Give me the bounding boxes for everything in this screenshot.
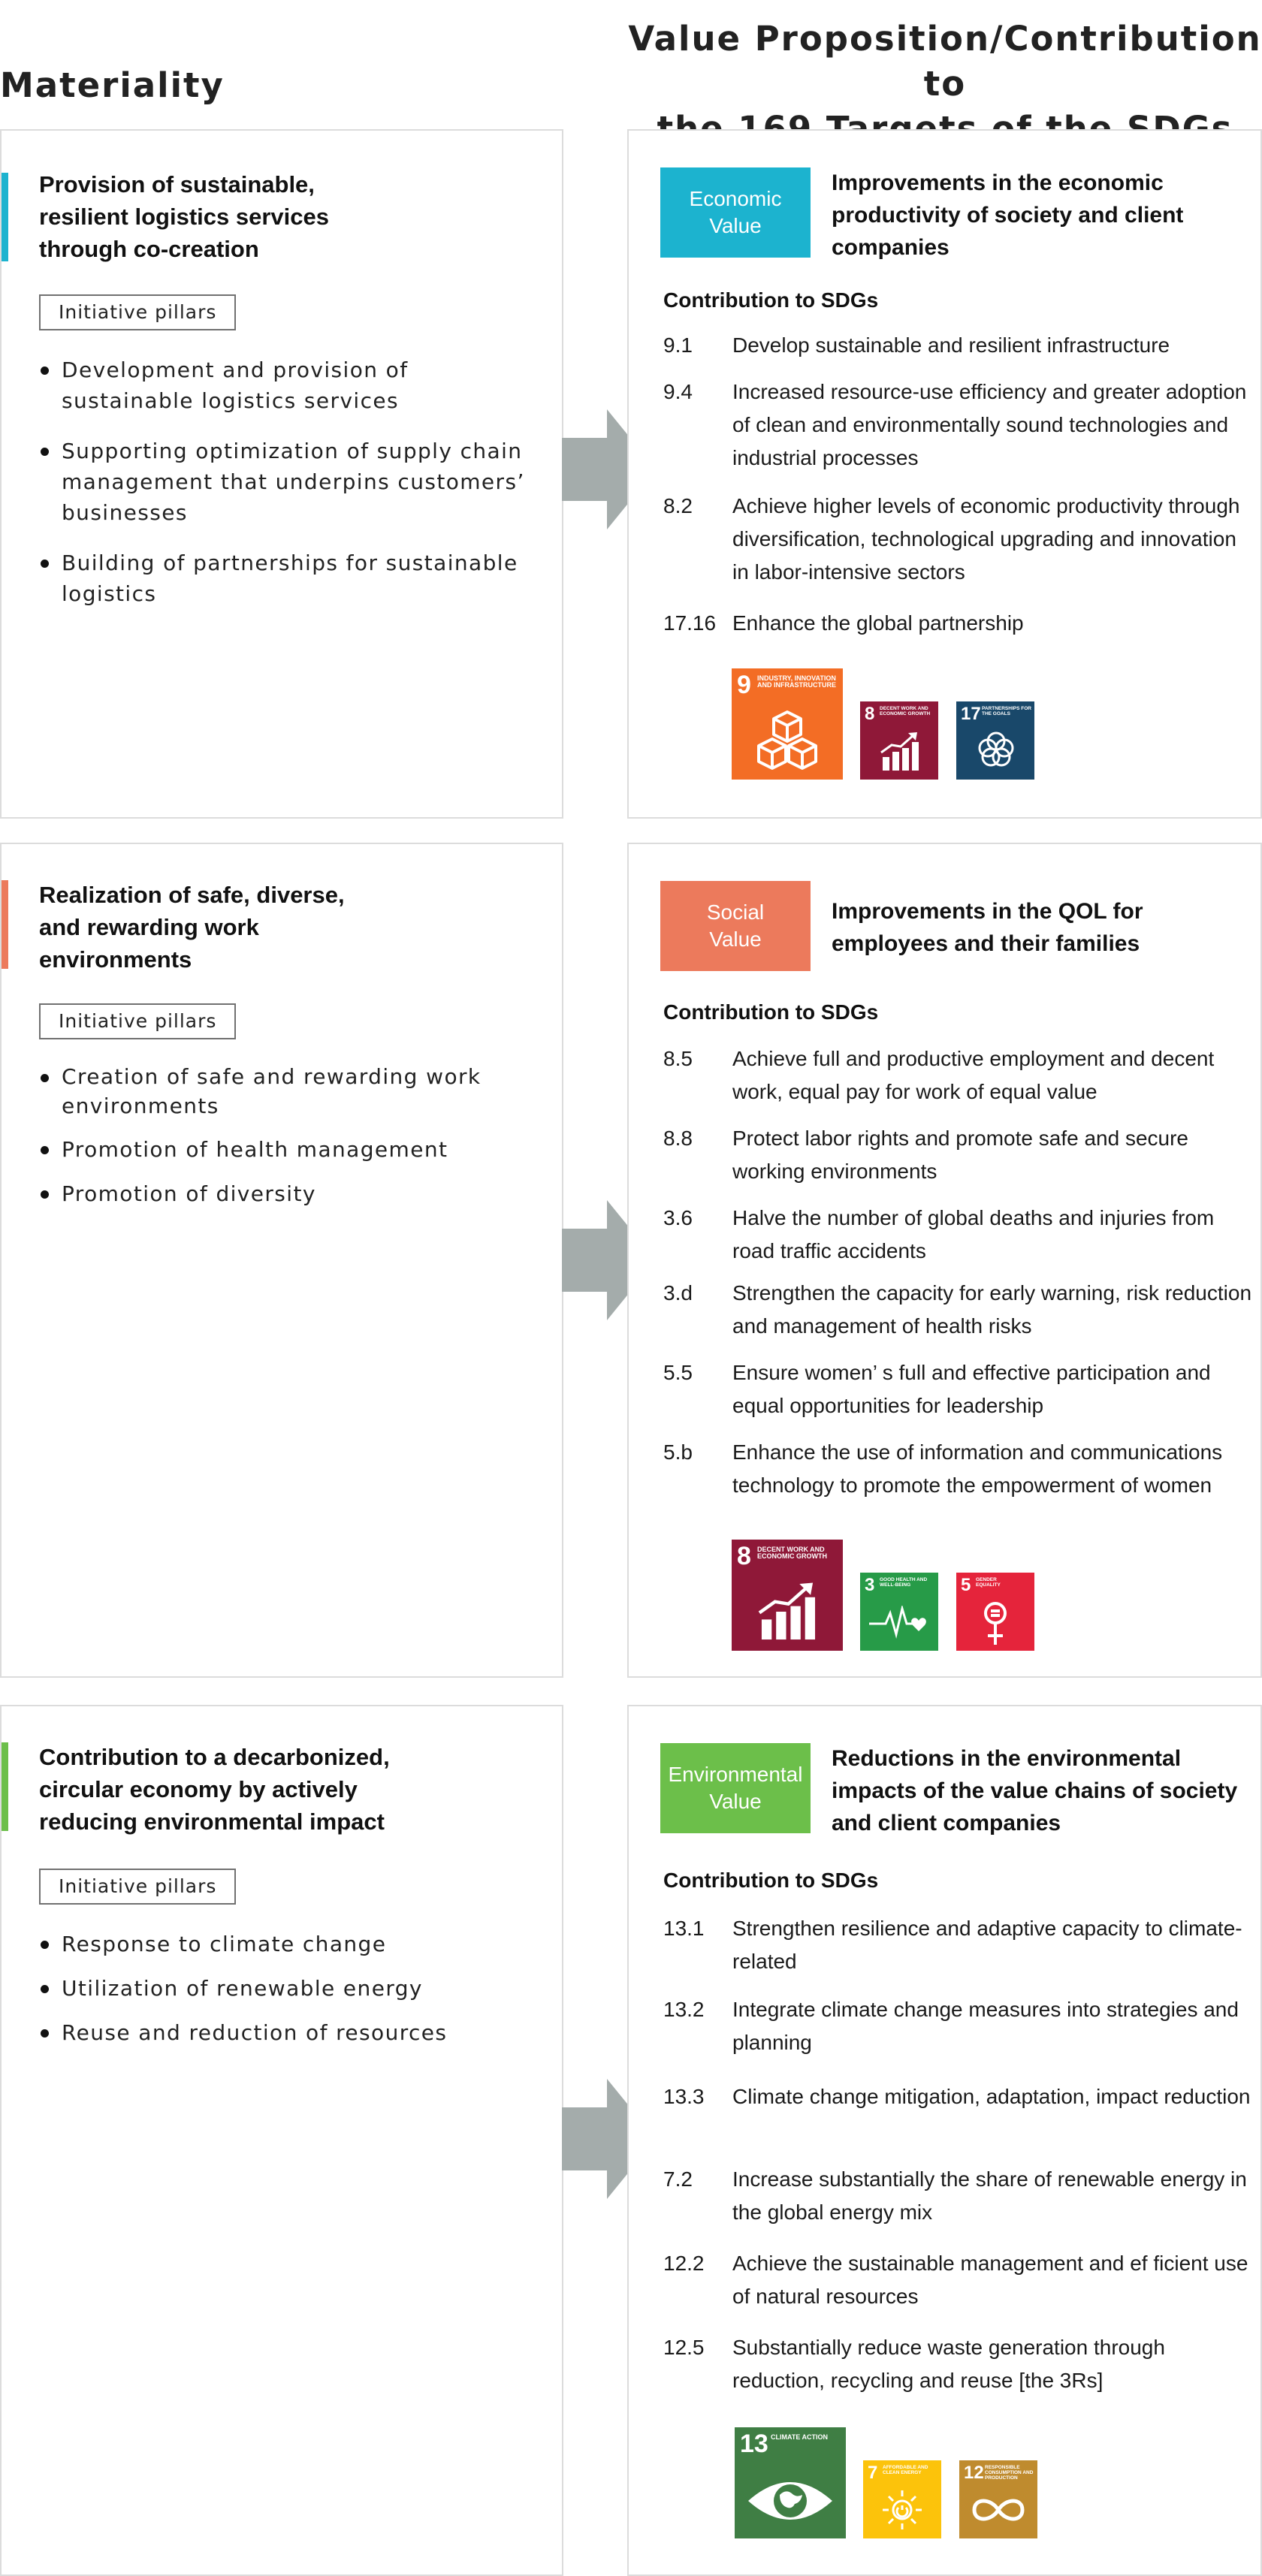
sdg-number: 3 <box>865 1575 875 1595</box>
initiative-pillars-list <box>41 354 544 609</box>
target-text: Integrate climate change measures into strategies and planning <box>732 1998 1239 2054</box>
target-number: 9.1 <box>663 333 693 357</box>
materiality-title-line: circular economy by actively <box>39 1776 358 1802</box>
target-text: Achieve higher levels of economic productivity through diversification, technological upgrading and innovation in labor-intensive sectors <box>732 494 1240 584</box>
value-badge-line: Value <box>709 1790 762 1813</box>
sdg-target-row <box>663 1356 1257 1422</box>
gender-equality-icon <box>979 1598 1012 1646</box>
sdg-target-row <box>663 2247 1257 2313</box>
target-number: 9.4 <box>663 380 693 403</box>
target-text: Protect labor rights and promote safe and secure working environments <box>732 1127 1189 1183</box>
earth-eye-icon <box>745 2474 835 2528</box>
value-badge-line: Social <box>706 900 765 924</box>
sdg-target-row <box>663 1993 1257 2059</box>
target-text: Enhance the use of information and communications technology to promote the empowerment of women <box>732 1440 1223 1497</box>
sdg-label: GENDER EQUALITY <box>976 1577 1001 1588</box>
materiality-title-line: Provision of sustainable, <box>39 171 315 198</box>
contribution-label: Contribution to SDGs <box>663 1869 879 1892</box>
materiality-title-line: Realization of safe, diverse, <box>39 882 345 908</box>
target-text: Halve the number of global deaths and injuries from road traffic accidents <box>732 1206 1215 1262</box>
value-panel-social <box>627 843 1262 1678</box>
target-number: 17.16 <box>663 611 717 635</box>
sdg-number: 17 <box>961 704 981 724</box>
initiative-pillars-list <box>41 1062 544 1209</box>
pillar-item: Promotion of health management <box>41 1134 544 1165</box>
sdg-number: 5 <box>961 1575 971 1595</box>
materiality-title <box>39 168 430 265</box>
target-text: Climate change mitigation, adaptation, impact reduction <box>732 2085 1251 2108</box>
initiative-pillars-label: Initiative pillars <box>39 1003 236 1039</box>
materiality-title-line: and rewarding work <box>39 914 259 940</box>
target-text: Ensure women’ s full and effective participation and equal opportunities for leadership <box>732 1361 1211 1417</box>
economic-value-badge <box>660 167 811 258</box>
pillar-item: Reuse and reduction of resources <box>41 2017 544 2048</box>
sdg-8-icon <box>732 1540 843 1651</box>
target-number: 3.6 <box>663 1206 693 1229</box>
target-text: Increased resource-use efficiency and greater adoption of clean and environmentally sound technologies and industrial processes <box>732 380 1247 469</box>
materiality-title-line: reducing environmental impact <box>39 1808 385 1835</box>
materiality-panel-economic <box>0 129 563 819</box>
target-number: 3.d <box>663 1281 693 1305</box>
target-number: 12.5 <box>663 2336 705 2359</box>
sdg-number: 13 <box>740 2430 768 2458</box>
value-title: Reductions in the environmental impacts of the value chains of society and client companies <box>832 1746 1238 1835</box>
pillar-item: Promotion of diversity <box>41 1178 544 1209</box>
value-panel-environmental <box>627 1705 1262 2576</box>
sdg-8-icon <box>860 701 938 780</box>
sdg-target-row <box>663 1042 1257 1109</box>
sdg-5-icon <box>956 1573 1034 1651</box>
sdg-label: DECENT WORK AND ECONOMIC GROWTH <box>757 1546 827 1561</box>
sdg-9-icon <box>732 668 843 780</box>
environmental-value-badge <box>660 1743 811 1833</box>
value-title: Improvements in the QOL for employees and their families <box>832 899 1143 956</box>
sdg-3-icon <box>860 1573 938 1651</box>
sdg-target-row <box>663 2080 1257 2113</box>
target-number: 13.1 <box>663 1917 705 1940</box>
sdg-number: 8 <box>737 1542 751 1570</box>
contribution-label: Contribution to SDGs <box>663 1000 879 1024</box>
target-text: Enhance the global partnership <box>732 611 1024 635</box>
sdg-target-row <box>663 1912 1257 1978</box>
cubes-icon <box>754 707 820 774</box>
materiality-title-line: environments <box>39 946 192 973</box>
target-text: Develop sustainable and resilient infrastructure <box>732 333 1170 357</box>
sdg-13-icon <box>735 2427 846 2538</box>
sun-power-icon <box>880 2487 925 2532</box>
value-title: Improvements in the economic productivity of society and client companies <box>832 170 1184 260</box>
materiality-title <box>39 879 430 976</box>
value-panel-economic <box>627 129 1262 819</box>
pillar-item: Building of partnerships for sustainable logistics <box>41 547 544 609</box>
accent-bar <box>2 880 8 969</box>
materiality-panel-environmental <box>0 1705 563 2576</box>
initiative-pillars-label: Initiative pillars <box>39 294 236 330</box>
sdg-target-row <box>663 1277 1257 1343</box>
infinity-loop-icon <box>970 2495 1027 2525</box>
contribution-label: Contribution to SDGs <box>663 288 879 312</box>
materiality-title-line: Contribution to a decarbonized, <box>39 1744 390 1770</box>
sdg-target-row <box>663 329 1257 362</box>
value-badge-line: Environmental <box>668 1763 803 1786</box>
target-number: 13.3 <box>663 2085 705 2108</box>
materiality-title-line: resilient logistics services <box>39 204 329 230</box>
accent-bar <box>2 1742 8 1831</box>
pillar-item: Supporting optimization of supply chain management that underpins customers’ businesses <box>41 436 544 528</box>
sdg-number: 12 <box>964 2463 984 2483</box>
target-text: Strengthen the capacity for early warning, risk reduction and management of health risks <box>732 1281 1252 1338</box>
sdg-target-row <box>663 1436 1257 1502</box>
sdg-17-icon <box>956 701 1034 780</box>
social-value-badge <box>660 881 811 971</box>
sdg-label: PARTNERSHIPS FOR THE GOALS <box>982 706 1031 716</box>
sdg-7-icon <box>863 2460 941 2538</box>
sdg-label: INDUSTRY, INNOVATION AND INFRASTRUCTURE <box>757 674 836 689</box>
sdg-12-icon <box>959 2460 1037 2538</box>
materiality-title-line: through co-creation <box>39 236 259 262</box>
sdg-label: GOOD HEALTH AND WELL-BEING <box>880 1577 928 1588</box>
sdg-target-row <box>663 1122 1257 1188</box>
sdg-label: DECENT WORK AND ECONOMIC GROWTH <box>880 706 931 716</box>
value-badge-line: Value <box>709 928 762 951</box>
value-proposition-header-line1: Value Proposition/Contribution to <box>628 19 1262 104</box>
pillar-item: Response to climate change <box>41 1929 544 1959</box>
pillar-item: Development and provision of sustainable logistics services <box>41 354 544 416</box>
materiality-title <box>39 1741 520 1838</box>
sdg-target-row <box>663 2331 1257 2397</box>
sdg-number: 7 <box>868 2463 878 2483</box>
value-badge-line: Economic <box>689 187 782 210</box>
materiality-header: Materiality <box>0 65 225 105</box>
target-number: 8.8 <box>663 1127 693 1150</box>
sdg-target-row <box>663 2163 1257 2229</box>
pillar-item: Creation of safe and rewarding work environments <box>41 1062 544 1121</box>
target-number: 5.b <box>663 1440 693 1464</box>
growth-chart-icon <box>757 1582 817 1642</box>
heartbeat-icon <box>869 1606 929 1639</box>
sdg-target-row <box>663 1202 1257 1268</box>
sdg-target-row <box>663 490 1257 589</box>
initiative-pillars-label: Initiative pillars <box>39 1869 236 1905</box>
sdg-label: AFFORDABLE AND CLEAN ENERGY <box>883 2465 928 2475</box>
materiality-panel-social <box>0 843 563 1678</box>
sdg-number: 9 <box>737 671 751 699</box>
target-text: Substantially reduce waste generation through reduction, recycling and reuse [the 3Rs] <box>732 2336 1165 2392</box>
target-text: Increase substantially the share of renewable energy in the global energy mix <box>732 2167 1247 2224</box>
target-text: Achieve the sustainable management and ef ficient use of natural resources <box>732 2252 1248 2308</box>
sdg-label: CLIMATE ACTION <box>771 2433 828 2441</box>
partnership-rings-icon <box>975 728 1017 771</box>
sdg-target-row <box>663 607 1257 640</box>
pillar-item: Utilization of renewable energy <box>41 1973 544 2004</box>
growth-chart-icon <box>880 731 920 772</box>
target-text: Achieve full and productive employment and decent work, equal pay for work of equal value <box>732 1047 1215 1103</box>
accent-bar <box>2 173 8 261</box>
sdg-label: RESPONSIBLE CONSUMPTION AND PRODUCTION <box>985 2465 1034 2481</box>
value-badge-line: Value <box>709 214 762 237</box>
target-number: 7.2 <box>663 2167 693 2191</box>
target-number: 13.2 <box>663 1998 705 2021</box>
initiative-pillars-list <box>41 1929 544 2048</box>
target-number: 5.5 <box>663 1361 693 1384</box>
target-number: 8.2 <box>663 494 693 517</box>
target-number: 12.2 <box>663 2252 705 2275</box>
sdg-target-row <box>663 376 1257 475</box>
target-text: Strengthen resilience and adaptive capacity to climate-related <box>732 1917 1242 1973</box>
target-number: 8.5 <box>663 1047 693 1070</box>
sdg-number: 8 <box>865 704 875 724</box>
